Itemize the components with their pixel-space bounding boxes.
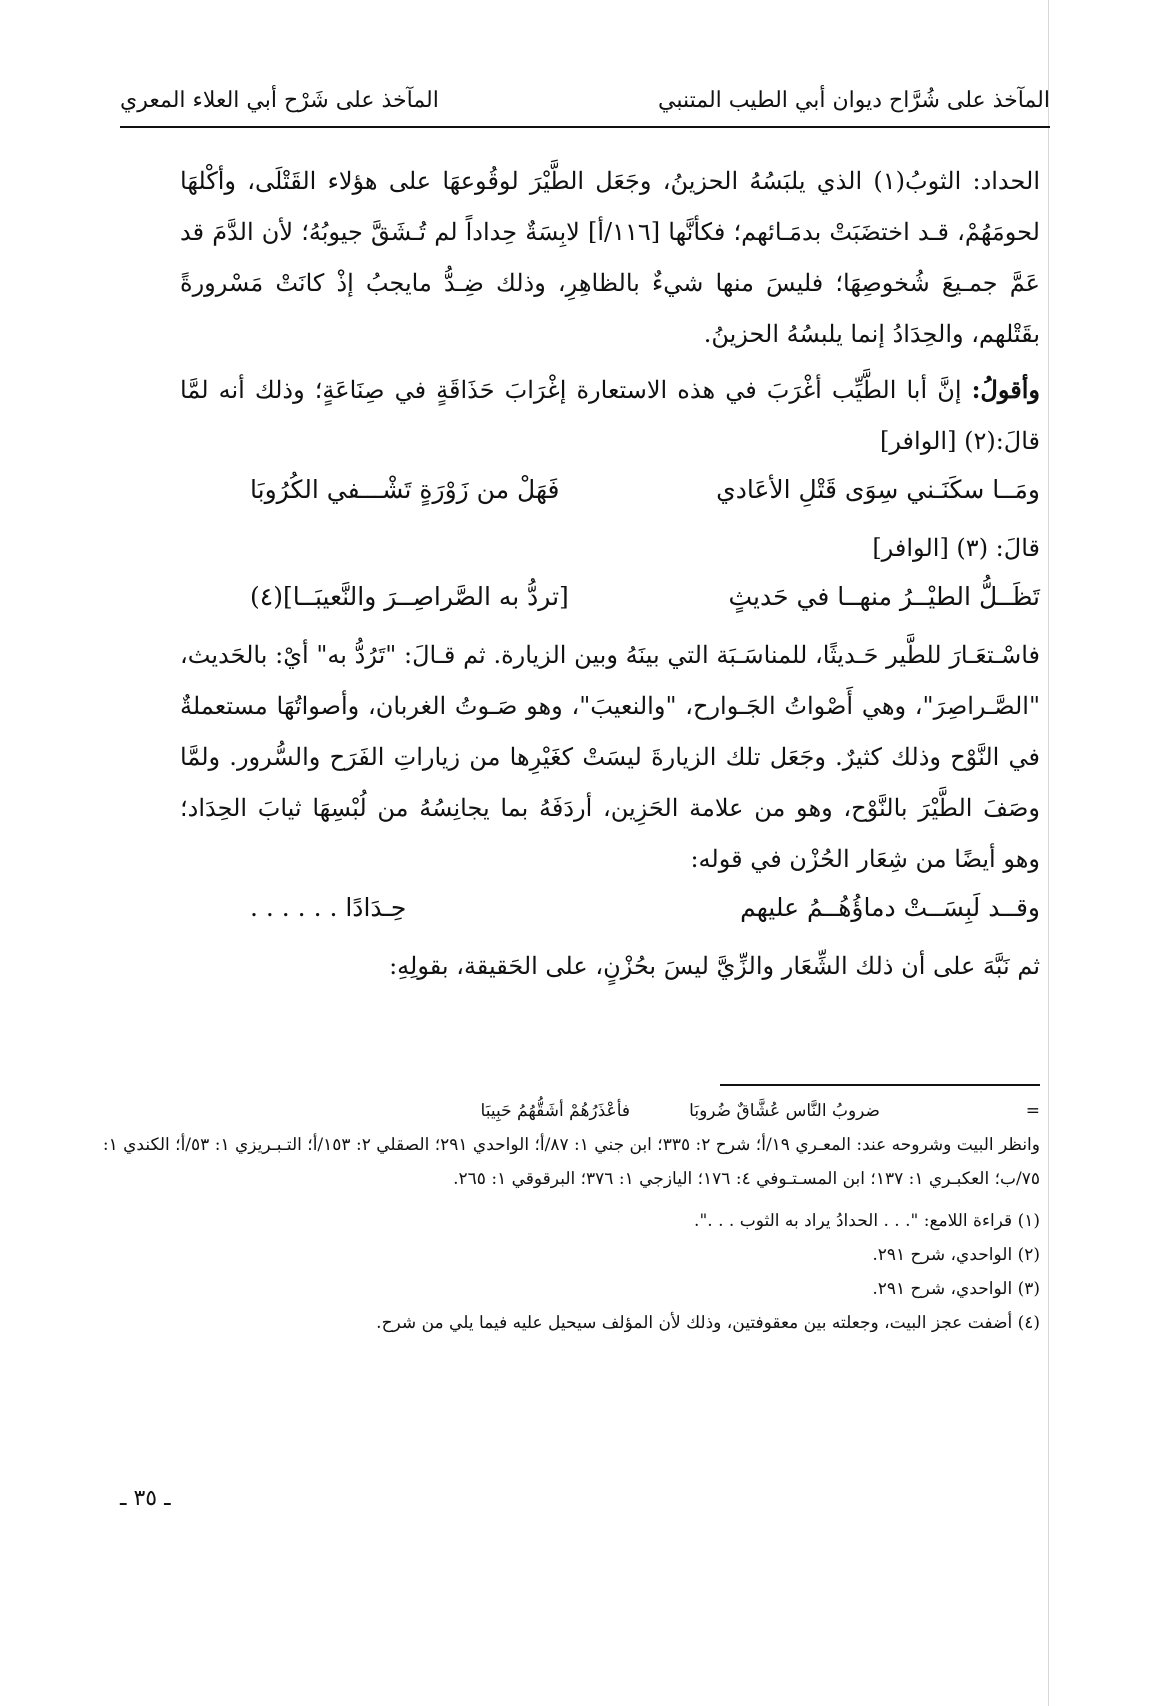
verse-line-3: [180, 885, 1040, 941]
footnote-1: (١) قراءة اللامع: ". . . الحدادُ يراد به الثوب . . .".: [694, 1211, 1040, 1231]
running-header: [120, 84, 1050, 128]
continuation-marker: =: [1025, 1101, 1040, 1121]
footnote-verse-first-hemistich: ضروبُ النَّاس عُشَّاقٌ ضُروبَا: [689, 1101, 880, 1121]
page-fold-line: [1048, 0, 1049, 1706]
footnote-sources: وانظر البيت وشروحه عند: المعـري ١٩/أ؛ شرح ٢: ٣٣٥؛ ابن جني ١: ٨٧/أ؛ الواحدي ٢٩١؛ الصقلي ٢: ١٥٣/أ؛ التـبـريزي ١: ٥٣/أ؛ الكندي ١: ٧٥/ب؛ العكبـري ١: ١٣٧؛ ابن المسـتـوفي ٤: ١٧٦؛ اليازجي ١: ٣٧٦؛ البرقوقي ١: ٢٦٥.: [102, 1135, 1040, 1189]
meter-label-2: قالَ: (٣) [الوافر]: [872, 534, 1040, 562]
verse-3-first-hemistich: وقــد لَبِسَــتْ دماؤُهُــمُ عليهم: [740, 893, 1040, 922]
paragraph-2-lead: وأقولُ:: [971, 375, 1040, 404]
verse-line-2: [180, 574, 1040, 630]
footnotes: [100, 1094, 1040, 1340]
footnote-continued-verse: [100, 1094, 1040, 1128]
verse-2-second-hemistich: [تردُّ به الصَّراصِــرَ والنَّعيبَــا](٤): [250, 582, 569, 611]
footnote-4: (٤) أضفت عجز البيت، وجعلته بين معقوفتين، وذلك لأن المؤلف سيحيل عليه فيما يلي من شرح.: [376, 1313, 1040, 1333]
verse-line-1: [180, 467, 1040, 523]
main-text: [180, 156, 1040, 992]
header-rule: [120, 126, 1050, 128]
header-chapter-title: المآخذ على شَرْح أبي العلاء المعري: [120, 88, 439, 113]
verse-1-first-hemistich: ومَــا سكَنَـني سِوَى قَتْلِ الأعَادي: [716, 475, 1040, 504]
footnote-rule: [720, 1084, 1040, 1086]
footnote-verse-second-hemistich: فأعْذَرُهُمْ أشَقُّهُمُ حَبِيبَا: [480, 1101, 630, 1121]
paragraph-2-text: إنَّ أبا الطَّيِّب أغْرَبَ في هذه الاستعارة إغْرَابَ حَذَاقَةٍ في صِنَاعَةٍ؛ وذلك أنه لمَّا قالَ:(٢) [الوافر]: [180, 376, 1040, 455]
page-number: ـ ٣٥ ـ: [120, 1486, 171, 1511]
header-book-title: المآخذ على شُرَّاح ديوان أبي الطيب المتنبي: [658, 88, 1050, 113]
paragraph-1: الحداد: الثوبُ(١) الذي يلبَسُهُ الحزينُ، وجَعَل الطَّيْرَ لوقُوعهَا على هؤلاء القَتْلَى، وأكْلهَا لحومَهُمْ، قـد اختضَبَتْ بدمَـائهم؛ فكأنَّها [١١٦/أ] لابِسَةٌ حِداداً لم تُـشَقَّ جيوبُهُ؛ لأن الدَّمَ قد عَمَّ جمـيعَ شُخوصِهَا؛ فليسَ منها شيءٌ بالظاهِرِ، وذلك ضِـدُّ مايجبُ إذْ كانَتْ مَسْرورةً بقَتْلهم، والحِدَادُ إنما يلبسُهُ الحزينُ.: [180, 167, 1040, 348]
footnote-2: (٢) الواحدي، شرح ٢٩١.: [872, 1245, 1040, 1265]
verse-2-first-hemistich: تَظَــلُّ الطيْــرُ منهــا في حَديثٍ: [728, 582, 1040, 611]
paragraph-3: فاسْـتعَـارَ للطَّير حَـديثًا، للمناسَـبَة التي بينَهُ وبين الزيارة. ثم قـالَ: "تَرُدُّ به" أيْ: بالحَديث، "الصَّـراصِرَ"، وهي أَصْواتُ الجَـوارح، "والنعيبَ"، وهو صَـوتُ الغربان، وأصواتُهَا مستعملةٌ في النَّوْح وذلك كثيرٌ. وجَعَل تلك الزيارةَ ليسَتْ كغَيْرِها من زياراتِ الفَرَح والسُّرور. ولمَّا وصَفَ الطَّيْرَ بالنَّوْح، وهو من علامة الحَزِين، أردَفَهُ بما يجانِسُهُ من لُبْسِهَا ثيابَ الحِدَاد؛ وهو أيضًا من شِعَار الحُزْن في قوله:: [180, 641, 1040, 873]
verse-1-second-hemistich: فَهَلْ من زَوْرَةٍ تَشْـــفي الكُرُوبَا: [250, 475, 560, 504]
paragraph-2: [180, 364, 1040, 467]
footnote-spacer: [100, 1196, 1040, 1204]
footnote-3: (٣) الواحدي، شرح ٢٩١.: [872, 1279, 1040, 1299]
paragraph-4: ثم نَبَّهَ على أن ذلك الشِّعَار والزِّيَّ ليسَ بحُزْنٍ، على الحَقيقة، بقولِهِ:: [389, 952, 1040, 980]
verse-3-second-hemistich: حِـدَادًا . . . . . .: [250, 893, 407, 922]
